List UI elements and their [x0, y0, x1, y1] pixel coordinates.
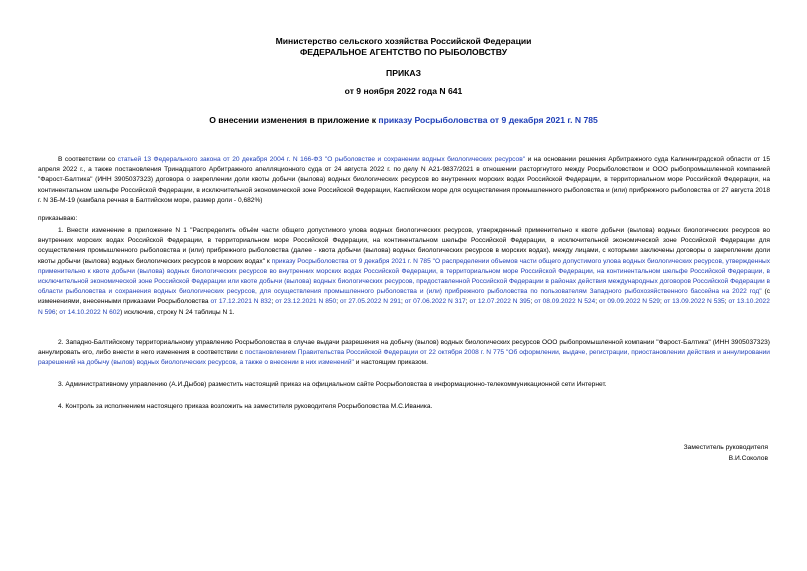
- signer-position: Заместитель руководителя: [683, 444, 768, 451]
- item-2-text: и настоящим приказом.: [353, 359, 429, 367]
- amendment-link[interactable]: от 07.06.2022 N 317: [404, 298, 466, 306]
- amendment-link[interactable]: от 12.07.2022 N 395: [469, 298, 531, 306]
- item-4-text: 4. Контроль за исполнением настоящего приказа возложить на заместителя руководителя Росрыболовства М.С.Иваника.: [58, 403, 433, 410]
- government-decree-link[interactable]: постановлением Правительства Российской Федерации от 22 октября 2008 г. N 775 "Об оформлении, выдаче, регистрации, приостановлении действия и аннулировании разрешений на добычу (вылов) водных биологических ресурсов, а также о внесении в них изменений": [38, 349, 770, 367]
- separator: ;: [336, 298, 340, 306]
- preamble-text: В соответствии со: [58, 156, 118, 163]
- separator: ;: [271, 298, 276, 306]
- amendment-link[interactable]: от 13.10.2022 N 596: [38, 298, 770, 316]
- document-date-number: от 9 ноября 2022 года N 641: [344, 86, 463, 96]
- document-type: ПРИКАЗ: [386, 68, 421, 78]
- title-prefix: О внесении изменения в приложение к: [209, 115, 379, 125]
- amendment-link[interactable]: от 09.09.2022 N 529: [598, 298, 660, 306]
- separator: ;: [400, 298, 405, 306]
- order-785-link[interactable]: приказу Росрыболовства от 9 декабря 2021 г. N 785 "О распределении объемов части общего допустимого улова водных биологических ресурсов, утвержденных применительно к квоте добычи (вылова) водных биологических ресурсов во внутренних морских водах Российской Федерации, в территориальном море Российской Федерации, на континентальном шельфе Российской Федерации, в исключительной экономической зоне Российской Федерации или квоте добычи (вылова) водных биологических ресурсов, предоставленной Российской Федерации в районах действия международных договоров Российской Федерации в области рыболовства и сохранения водных биологических ресурсов, для осуществления промышленного рыболовства и (или) прибрежного рыболовства по пользователям Западного рыбохозяйственного бассейна на 2022 год": [38, 257, 770, 296]
- item-1-text: 1. Внести изменение в приложение N 1 "Распределить объём части общего допустимого улова водных биологических ресурсов, утвержденный применительно к квоте добычи (вылова) водных биологических ресурсов во внутренних морских водах Российской Федерации, в территориальном море Российской Федерации, на континентальном шельфе Российской Федерации, в исключительной экономической зоне Российской Федерации для осуществления промышленного рыболовства и (или) прибрежного рыболовства (далее - квота добычи (вылова) водных биологических ресурсов в морских водах), между лицами, с которыми заключены договоры о закреплении доли квоты добычи (вылова) водных биологических ресурсов в морских водах" к: [38, 227, 770, 265]
- signer-name: В.И.Соколов: [728, 455, 768, 462]
- title-link[interactable]: приказу Росрыболовства от 9 декабря 2021 г. N 785: [378, 115, 598, 125]
- separator: ;: [724, 298, 729, 306]
- law-link[interactable]: статьей 13 Федерального закона от 20 декабря 2004 г. N 166-ФЗ "О рыболовстве и сохранении водных биологических ресурсов": [117, 156, 526, 163]
- separator: ;: [595, 298, 599, 306]
- item-3-paragraph: [38, 380, 770, 390]
- item-2-paragraph: [38, 338, 770, 369]
- item-1-text: ) исключив, строку N 24 таблицы N 1.: [120, 308, 235, 316]
- preamble-paragraph: [38, 155, 770, 206]
- separator: ;: [465, 298, 470, 306]
- amendment-link[interactable]: от 08.09.2022 N 524: [534, 298, 596, 306]
- separator: ;: [530, 298, 535, 306]
- document-title: [0, 115, 807, 125]
- preamble-text: и на основании решения Арбитражного суда Калининградской области от 15 апреля 2022 г., а также постановления Тринадцатого Арбитражного апелляционного суда от 24 августа 2022 г. по делу N А21-9837/2021 в отношении расторгнутого между Росрыболовством и ООО рыбопромышленной компанией "Фарост-Балтика" (ИНН 3905037323) договора о закреплении доли квоты добычи (вылова) водных биологических ресурсов во внутренних морских водах Российской Федерации, в территориальном море Российской Федерации, на континентальном шельфе Российской Федерации, в исключительной экономической зоне Российской Федерации, Каспийском море для осуществления промышленного рыболовства и (или) прибрежного рыболовства от 27 августа 2018 г. N 3Б-М-19 (камбала речная в Балтийском море, размер доли - 0,682%): [38, 156, 770, 204]
- item-1-text: (с изменениями, внесенными приказами Росрыболовства: [38, 288, 770, 306]
- ministry-name: Министерство сельского хозяйства Российской Федерации: [275, 36, 532, 46]
- item-2-text: 2. Западно-Балтийскому территориальному управлению Росрыболовства в случае выдачи разрешения на добычу (вылов) водных биологических ресурсов ООО рыбопромышленной компании "Фарост-Балтика" (ИНН 3905037323) аннулировать его, либо внести в него изменения в соответствии с: [38, 339, 770, 357]
- agency-name: ФЕДЕРАЛЬНОЕ АГЕНТСТВО ПО РЫБОЛОВСТВУ: [299, 47, 508, 57]
- item-3-text: 3. Административному управлению (А.И.Дыбов) разместить настоящий приказ на официальном сайте Росрыболовства в информационно-телекоммуникационной сети Интернет.: [58, 381, 607, 388]
- order-word: приказываю:: [38, 215, 78, 222]
- amendment-link[interactable]: от 14.10.2022 N 602: [59, 308, 121, 316]
- amendment-link[interactable]: от 17.12.2021 N 832: [210, 298, 272, 306]
- separator: ;: [55, 308, 60, 316]
- amendment-link[interactable]: от 13.09.2022 N 535: [663, 298, 725, 306]
- signature-block: [684, 442, 768, 464]
- amendment-link[interactable]: от 27.05.2022 N 291: [339, 298, 401, 306]
- separator: ;: [659, 298, 664, 306]
- amendment-link[interactable]: от 23.12.2021 N 850: [275, 298, 337, 306]
- item-4-paragraph: [38, 402, 770, 412]
- item-1-paragraph: [38, 226, 770, 318]
